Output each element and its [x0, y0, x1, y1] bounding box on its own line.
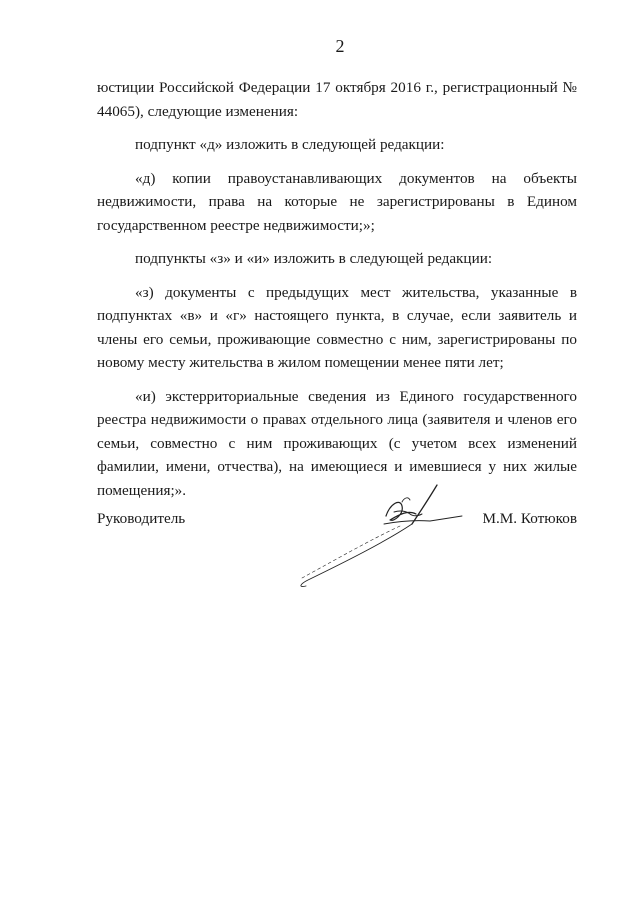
- paragraph-subitems-z-i-intro: подпункты «з» и «и» изложить в следующей редакции:: [135, 250, 493, 267]
- paragraph-subitem-i: «и) экстерриториальные сведения из Единого государственного реестра недвижимости о правах отдельного лица (заявителя и членов его семьи, совместно с ним проживающих (с учетом всех изменений фамилии, имени, отчества), на имеющиеся и имевшиеся у них жилые помещения;».: [97, 387, 577, 499]
- paragraph-subitem-d-intro: подпункт «д» изложить в следующей редакции:: [135, 136, 445, 153]
- document-body: [97, 76, 577, 512]
- paragraph-subitem-d: «д) копии правоустанавливающих документов на объекты недвижимости, права на которые не зарегистрированы в Едином государственном реестре недвижимости;»;: [97, 169, 577, 234]
- handwritten-signature: [290, 480, 480, 590]
- paragraph-subitem-z: «з) документы с предыдущих мест жительства, указанные в подпунктах «в» и «г» настоящего пункта, в случае, если заявитель и члены его семьи, проживающие совместно с ним, зарегистрированы по новому месту жительства в жилом помещении менее пяти лет;: [97, 283, 577, 371]
- page-number: 2: [335, 36, 345, 56]
- signer-name: М.М. Котюков: [482, 510, 577, 527]
- signer-title: Руководитель: [97, 510, 186, 527]
- paragraph-continuation: юстиции Российской Федерации 17 октября 2016 г., регистрационный № 44065), следующие изменения:: [97, 79, 577, 120]
